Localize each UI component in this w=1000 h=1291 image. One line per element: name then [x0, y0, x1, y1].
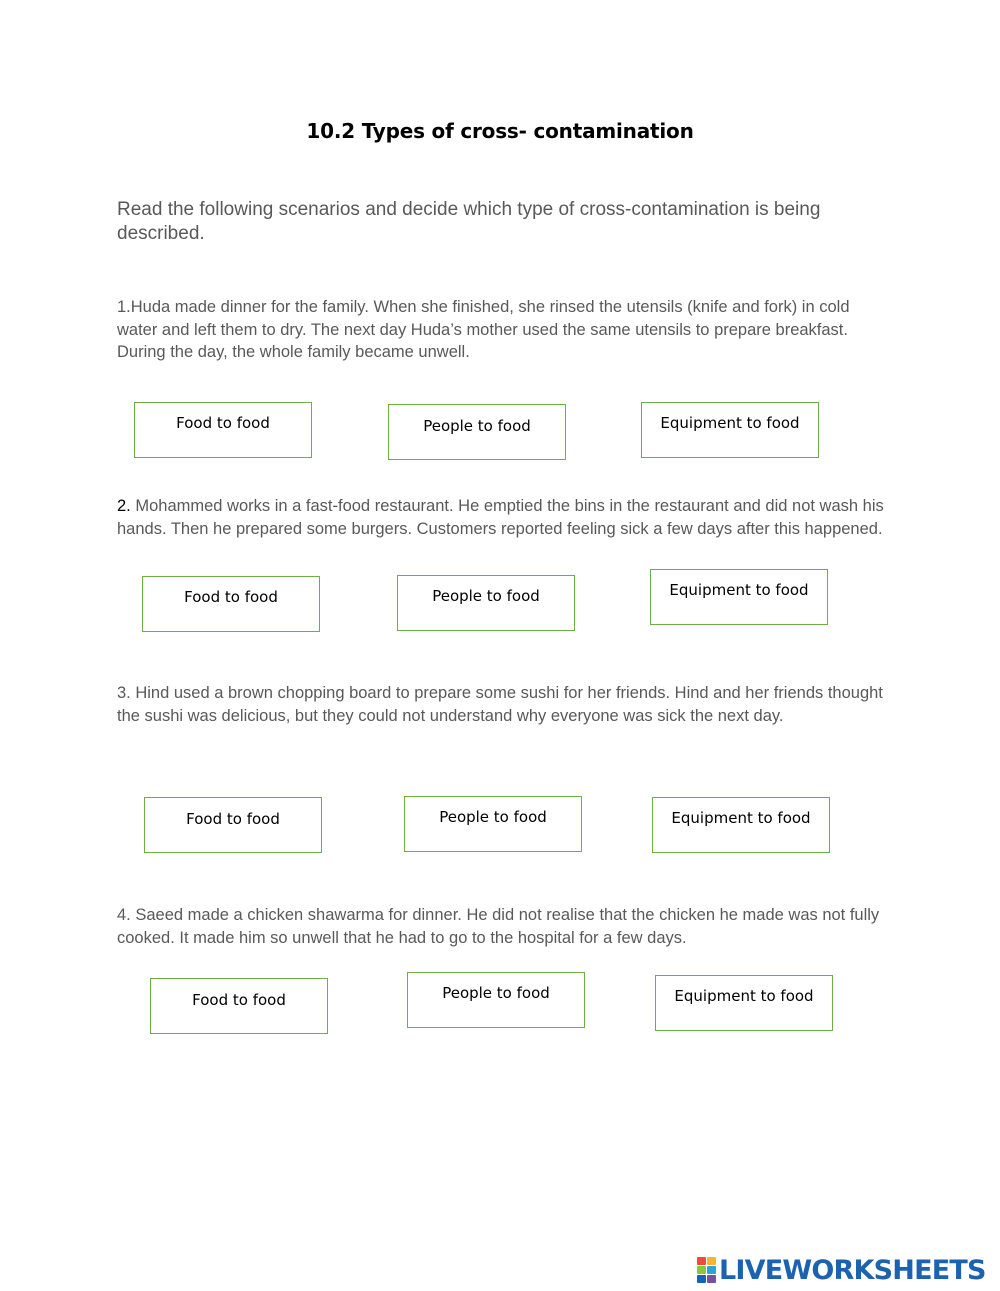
question-1 [117, 296, 892, 364]
page-title: 10.2 Types of cross- contamination [306, 119, 694, 143]
q2-option-equipment-to-food[interactable]: Equipment to food [650, 569, 828, 625]
q1-option-people-to-food[interactable]: People to food [388, 404, 566, 460]
instructions: Read the following scenarios and decide which type of cross-contamination is being described. [117, 199, 821, 244]
q3-option-people-to-food[interactable]: People to food [404, 796, 582, 852]
question-2 [117, 495, 892, 540]
q3-option-food-to-food[interactable]: Food to food [144, 797, 322, 853]
question-4-text: Saeed made a chicken shawarma for dinner. He did not realise that the chicken he made was not fully cooked. It made him so unwell that he had to go to the hospital for a few days. [117, 906, 880, 947]
q4-option-food-to-food[interactable]: Food to food [150, 978, 328, 1034]
q4-option-equipment-to-food[interactable]: Equipment to food [655, 975, 833, 1031]
question-3-number: 3. [117, 684, 131, 702]
question-4 [117, 904, 892, 949]
question-2-number: 2. [117, 497, 131, 515]
q3-option-equipment-to-food[interactable]: Equipment to food [652, 797, 830, 853]
question-1-text: Huda made dinner for the family. When she finished, she rinsed the utensils (knife and fork) in cold water and left them to dry. The next day Huda’s mother used the same utensils to prepare breakfast. During the day, the whole family became unwell. [117, 298, 850, 361]
q2-option-food-to-food[interactable]: Food to food [142, 576, 320, 632]
q4-option-people-to-food[interactable]: People to food [407, 972, 585, 1028]
q1-option-food-to-food[interactable]: Food to food [134, 402, 312, 458]
q2-option-people-to-food[interactable]: People to food [397, 575, 575, 631]
logo-text: LIVEWORKSHEETS [719, 1254, 986, 1286]
question-3 [117, 682, 892, 727]
liveworksheets-logo[interactable] [697, 1255, 986, 1285]
question-3-text: Hind used a brown chopping board to prepare some sushi for her friends. Hind and her friends thought the sushi was delicious, but they could not understand why everyone was sick the next day. [117, 684, 883, 725]
q1-option-equipment-to-food[interactable]: Equipment to food [641, 402, 819, 458]
question-2-text: Mohammed works in a fast-food restaurant. He emptied the bins in the restaurant and did not wash his hands. Then he prepared some burgers. Customers reported feeling sick a few days after this happened. [117, 497, 884, 538]
question-4-number: 4. [117, 906, 131, 924]
liveworksheets-mark-icon [697, 1257, 716, 1283]
question-1-number: 1. [117, 298, 131, 316]
